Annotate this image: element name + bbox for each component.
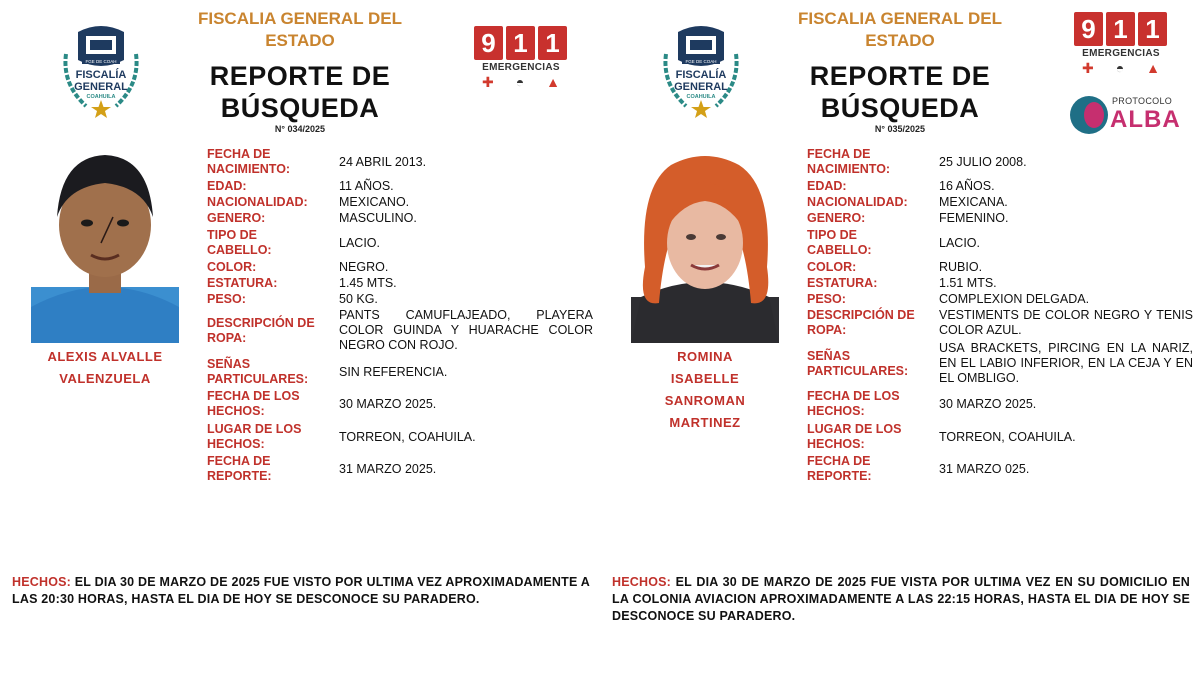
- field-label: PESO:: [207, 292, 246, 306]
- facts-label: HECHOS:: [612, 575, 672, 589]
- field-value: 11 AÑOS.: [339, 179, 394, 193]
- svg-text:COAHUILA: COAHUILA: [686, 94, 716, 100]
- alba-emblem-icon: [1070, 96, 1108, 134]
- facts-text: EL DIA 30 DE MARZO DE 2025 FUE VISTA POR ULTIMA VEZ EN SU DOMICILIO EN LA COLONIA AVIACION APROXIMADAMENTE A LAS 22:15 HORAS, HASTA EL DIA DE HOY SE DESCONOCE SU PARADERO.: [612, 575, 1190, 623]
- field-value: VESTIMENTS DE COLOR NEGRO Y TENIS COLOR AZUL.: [939, 308, 1193, 337]
- logo-911-digit: 9: [1074, 12, 1103, 46]
- field-value: 24 ABRIL 2013.: [339, 155, 427, 169]
- field-label: SEÑAS PARTICULARES:: [207, 357, 309, 386]
- field-label: COLOR:: [207, 260, 257, 274]
- logo-911-digit: 1: [506, 26, 535, 60]
- facts-paragraph: [612, 574, 1190, 625]
- alba-word: ALBA: [1110, 106, 1181, 133]
- field-value: MEXICANO.: [339, 195, 410, 209]
- person-name-line: MARTINEZ: [669, 415, 741, 430]
- field-label: ESTATURA:: [207, 276, 278, 290]
- report-title-line1: REPORTE DE: [209, 61, 391, 91]
- field-label: GENERO:: [207, 211, 266, 225]
- field-label: COLOR:: [807, 260, 857, 274]
- field-value: LACIO.: [939, 236, 980, 250]
- field-value: USA BRACKETS, PIRCING EN LA NARIZ, EN EL LABIO INFERIOR, EN LA CEJA Y EN EL OMBLIGO.: [939, 341, 1193, 385]
- svg-text:COAHUILA: COAHUILA: [86, 94, 116, 100]
- alba-small-label: PROTOCOLO: [1112, 96, 1173, 106]
- person-name-line: SANROMAN: [664, 393, 746, 408]
- svg-text:FISCALÍA: FISCALÍA: [675, 69, 727, 81]
- cross-icon: ✚: [482, 74, 494, 90]
- field-label: FECHA DE NACIMIENTO:: [207, 147, 291, 176]
- field-label: DESCRIPCIÓN DE ROPA:: [207, 316, 315, 345]
- report-number: N° 035/2025: [874, 124, 926, 134]
- field-value: FEMENINO.: [939, 211, 1009, 225]
- protocolo-alba-logo: [1070, 94, 1180, 136]
- facts-paragraph: [12, 574, 590, 608]
- logo-911-digit: 1: [538, 26, 567, 60]
- fiscalia-seal-logo: [56, 14, 146, 118]
- field-birth-date: [807, 147, 1192, 179]
- field-label: EDAD:: [807, 179, 847, 193]
- field-label: PESO:: [807, 292, 846, 306]
- svg-text:FGE DE COAH: FGE DE COAH: [85, 59, 117, 64]
- org-title: FISCALIA GENERAL DEL ESTADO: [797, 9, 1002, 50]
- field-label: FECHA DE LOS HECHOS:: [807, 389, 900, 418]
- logo-911-digit: 9: [474, 26, 503, 60]
- cross-icon: ✚: [1082, 60, 1094, 76]
- field-value: 31 MARZO 025.: [939, 462, 1030, 476]
- field-label: LUGAR DE LOS HECHOS:: [807, 422, 902, 451]
- field-value: 30 MARZO 2025.: [339, 397, 437, 411]
- field-value: 50 KG.: [339, 292, 378, 306]
- field-label: TIPO DE CABELLO:: [207, 228, 272, 257]
- field-value: NEGRO.: [339, 260, 389, 274]
- field-value: TORREON, COAHUILA.: [939, 430, 1076, 444]
- field-label: TIPO DE CABELLO:: [807, 228, 872, 257]
- report-title-line1: REPORTE DE: [809, 61, 991, 91]
- fiscalia-seal-logo: [656, 14, 746, 118]
- field-label: SEÑAS PARTICULARES:: [807, 349, 909, 378]
- person-name: [20, 346, 190, 390]
- person-name-line: ISABELLE: [670, 371, 740, 386]
- field-birth-date: [207, 147, 592, 179]
- svg-text:FISCALÍA: FISCALÍA: [75, 69, 127, 81]
- field-label: ESTATURA:: [807, 276, 878, 290]
- field-value: SIN REFERENCIA.: [339, 365, 448, 379]
- svg-text:FGE DE COAH: FGE DE COAH: [685, 59, 717, 64]
- report-title-line2: BÚSQUEDA: [820, 93, 980, 123]
- police-cap-icon: ◓: [515, 74, 525, 90]
- person-name-line: ROMINA: [677, 349, 733, 364]
- svg-text:GENERAL: GENERAL: [74, 81, 128, 93]
- field-label: EDAD:: [207, 179, 247, 193]
- field-value: 25 JULIO 2008.: [939, 155, 1027, 169]
- police-cap-icon: ◓: [1115, 60, 1125, 76]
- fire-icon: ▲: [1146, 60, 1160, 76]
- field-value: TORREON, COAHUILA.: [339, 430, 476, 444]
- field-value: MEXICANA.: [939, 195, 1008, 209]
- field-value: 1.51 MTS.: [939, 276, 997, 290]
- logo-911-digit: 1: [1138, 12, 1167, 46]
- field-label: FECHA DE LOS HECHOS:: [207, 389, 300, 418]
- logo-911-label: EMERGENCIAS: [1082, 48, 1160, 59]
- field-value: PANTS CAMUFLAJEADO, PLAYERA COLOR GUINDA Y HUARACHE COLOR NEGRO CON ROJO.: [339, 308, 593, 352]
- logo-911-label: EMERGENCIAS: [482, 62, 560, 73]
- report-card-035: [600, 0, 1200, 675]
- svg-text:GENERAL: GENERAL: [674, 81, 728, 93]
- field-value: 16 AÑOS.: [939, 179, 995, 193]
- report-title: [770, 60, 1030, 124]
- fire-icon: ▲: [546, 74, 560, 90]
- logo-911: [474, 26, 568, 89]
- field-value: 30 MARZO 2025.: [939, 397, 1037, 411]
- field-label: LUGAR DE LOS HECHOS:: [207, 422, 302, 451]
- person-name-line: ALEXIS ALVALLE: [47, 349, 163, 364]
- org-title: FISCALIA GENERAL DEL ESTADO: [197, 9, 402, 50]
- person-name: [620, 346, 790, 434]
- facts-label: HECHOS:: [12, 575, 72, 589]
- field-label: DESCRIPCIÓN DE ROPA:: [807, 308, 915, 337]
- field-value: RUBIO.: [939, 260, 983, 274]
- report-title-line2: BÚSQUEDA: [220, 93, 380, 123]
- field-value: MASCULINO.: [339, 211, 417, 225]
- field-label: FECHA DE REPORTE:: [807, 454, 872, 483]
- field-label: FECHA DE NACIMIENTO:: [807, 147, 891, 176]
- logo-911-digit: 1: [1106, 12, 1135, 46]
- facts-text: EL DIA 30 DE MARZO DE 2025 FUE VISTO POR ULTIMA VEZ APROXIMADAMENTE A LAS 20:30 HORAS, HASTA EL DIA DE HOY SE DESCONOCE SU PARADERO.: [12, 575, 590, 606]
- missing-person-photo: [31, 147, 179, 343]
- field-value: LACIO.: [339, 236, 380, 250]
- report-number: N° 034/2025: [274, 124, 326, 134]
- field-label: FECHA DE REPORTE:: [207, 454, 272, 483]
- field-label: NACIONALIDAD:: [807, 195, 908, 209]
- field-value: COMPLEXION DELGADA.: [939, 292, 1090, 306]
- report-title: [170, 60, 430, 124]
- field-value: 1.45 MTS.: [339, 276, 397, 290]
- logo-911: [1074, 12, 1168, 75]
- field-value: 31 MARZO 2025.: [339, 462, 437, 476]
- missing-person-photo: [631, 147, 779, 343]
- field-label: NACIONALIDAD:: [207, 195, 308, 209]
- person-name-line: VALENZUELA: [59, 371, 151, 386]
- field-label: GENERO:: [807, 211, 866, 225]
